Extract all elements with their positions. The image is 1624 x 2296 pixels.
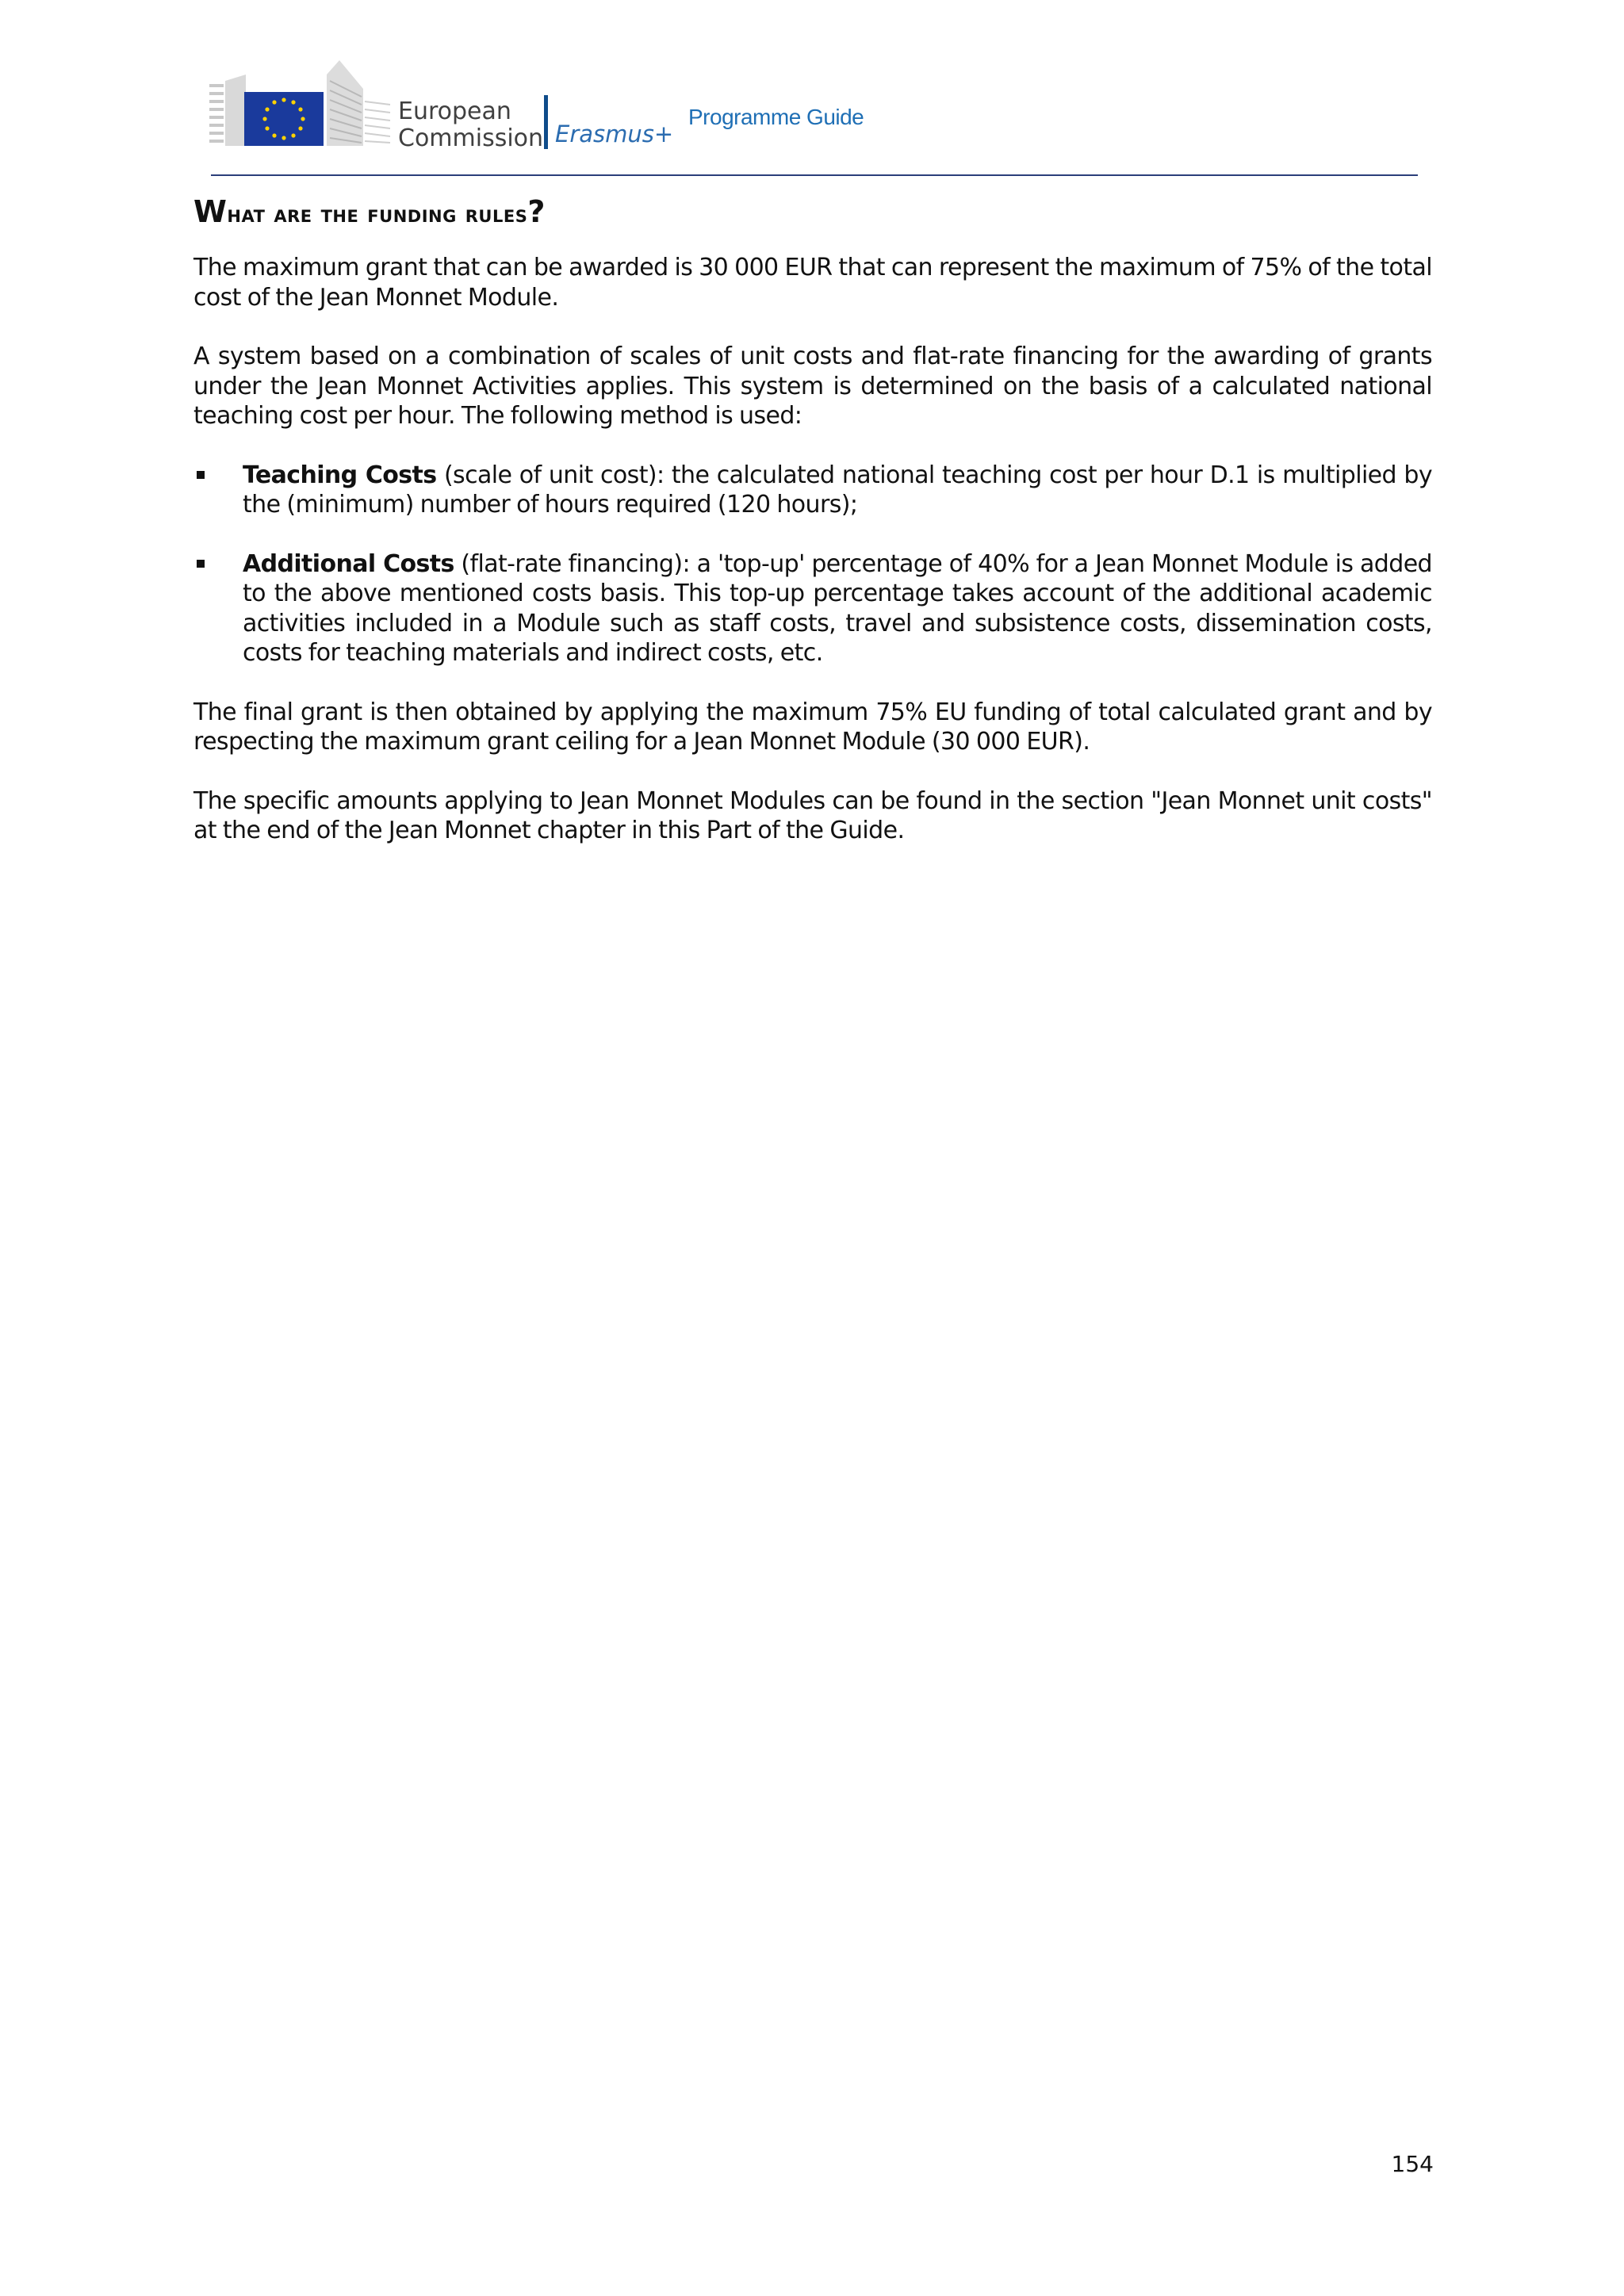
header-divider — [211, 174, 1418, 176]
org-line-1: European — [398, 98, 511, 125]
bullet-square-icon — [197, 560, 205, 568]
bullet-term: Teaching Costs — [243, 461, 437, 489]
page-number: 154 — [1391, 2151, 1434, 2177]
document-title: Programme Guide — [688, 105, 864, 129]
bullet-item — [193, 461, 1432, 520]
heading-text: hat are the funding rules — [227, 201, 528, 228]
org-line-2: Commission — [398, 124, 544, 152]
logo-divider — [544, 95, 548, 149]
bullet-text: (scale of unit cost): the calculated national teaching cost per hour D.1 is multiplied by the (minimum) number of hours required (120 hours); — [243, 461, 1432, 519]
organization-name — [398, 98, 543, 152]
paragraph-max-grant: The maximum grant that can be awarded is 30 000 EUR that can represent the maximum of 75% of the total cost of the Jean Monnet Module. — [193, 254, 1432, 312]
heading-initial: W — [193, 194, 228, 229]
bullet-square-icon — [197, 471, 205, 479]
page-header — [208, 57, 1418, 184]
heading-question-mark: ? — [527, 194, 546, 229]
bullet-text: (flat-rate financing): a 'top-up' percentage of 40% for a Jean Monnet Module is added to the above mentioned costs basis. This top-up percentage takes account of the additional academic activities included in a Module such as staff costs, travel and subsistence costs, dissemination costs, costs for teaching materials and indirect costs, etc. — [243, 549, 1432, 667]
bullet-item — [193, 549, 1432, 668]
section-heading — [193, 187, 1432, 232]
paragraph-system: A system based on a combination of scales of unit costs and flat-rate financing for the awarding of grants under the Jean Monnet Activities applies. This system is determined on the basis of a calculated national teaching cost per hour. The following method is used: — [193, 342, 1432, 430]
programme-name: Erasmus+ — [555, 121, 674, 147]
paragraph-specific-amounts: The specific amounts applying to Jean Monnet Modules can be found in the section "Jean Monnet unit costs" at the end of the Jean Monnet chapter in this Part of the Guide. — [193, 786, 1432, 844]
paragraph-final-grant: The final grant is then obtained by applying the maximum 75% EU funding of total calculated grant and by respecting the maximum grant ceiling for a Jean Monnet Module (30 000 EUR). — [193, 698, 1432, 756]
main-content — [193, 187, 1432, 846]
bullet-term: Additional Costs — [243, 549, 454, 578]
